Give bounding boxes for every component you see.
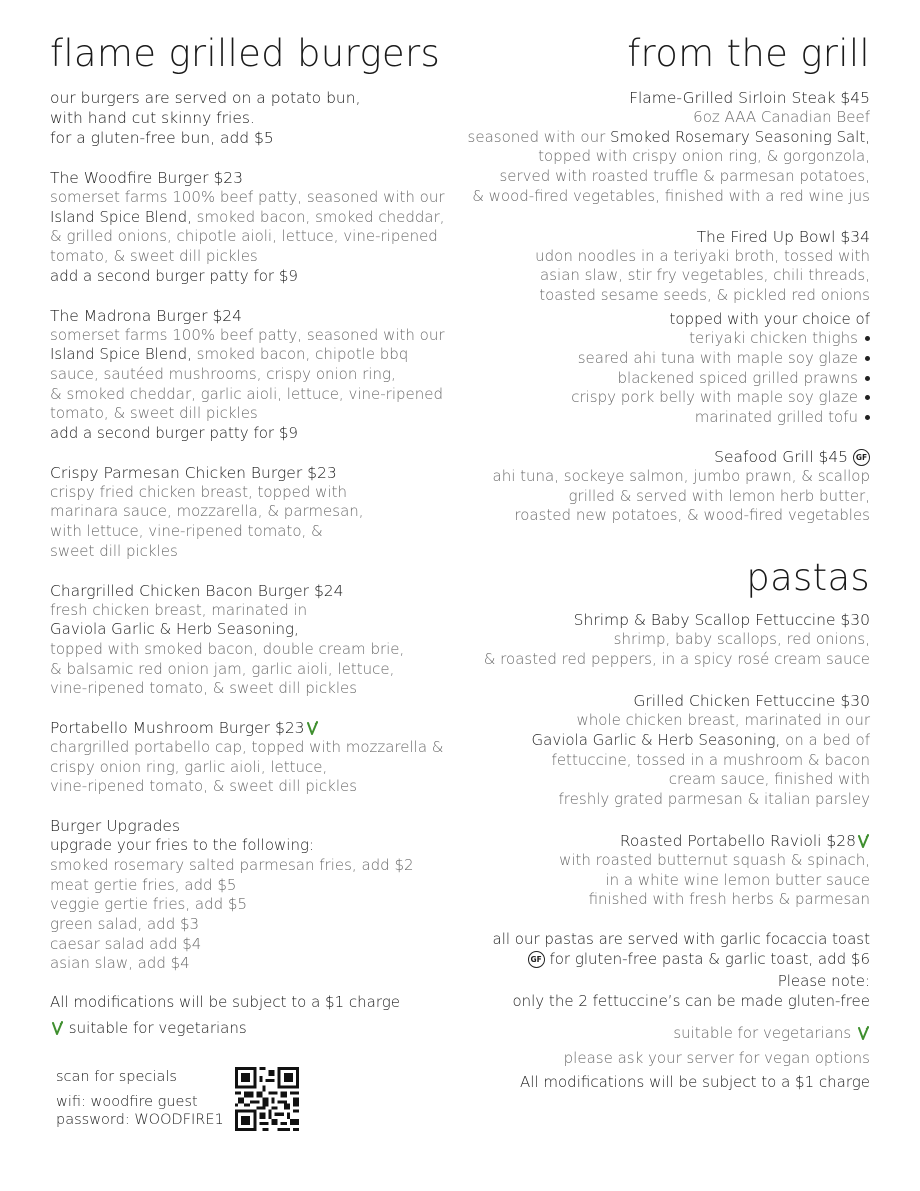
item-desc: roasted new potatoes, & wood-fired vegetables xyxy=(514,506,870,525)
item-desc: & balsamic red onion jam, garlic aioli, lettuce, xyxy=(50,659,395,678)
item-desc: chargrilled portabello cap, topped with mozzarella & xyxy=(50,738,444,757)
grill-heading: from the grill xyxy=(627,32,870,75)
item-desc-text: smoked bacon, smoked cheddar, xyxy=(191,207,445,226)
menu-item-chicken-fettuccine xyxy=(450,691,870,810)
choice-option: marinated grilled tofu xyxy=(450,408,870,428)
vegetarian-leaf-icon xyxy=(305,721,319,736)
item-desc: freshly grated parmesan & italian parsley xyxy=(558,790,870,809)
gluten-free-note xyxy=(450,950,870,970)
modifications-note: All modifications will be subject to a $1 charge xyxy=(520,1073,870,1092)
choice-option: crispy pork belly with maple soy glaze xyxy=(450,388,870,408)
item-desc: marinara sauce, mozzarella, & parmesan, xyxy=(50,502,364,521)
burger-upgrades xyxy=(50,816,470,974)
upgrade-option: asian slaw, add $4 xyxy=(50,954,190,973)
vegetarian-legend-text: suitable for vegetarians xyxy=(673,1023,852,1042)
vegetarian-legend-text: suitable for vegetarians xyxy=(68,1018,247,1037)
intro-line: our burgers are served on a potato bun, xyxy=(50,89,361,107)
item-title: Shrimp & Baby Scallop Fettuccine $30 xyxy=(573,610,870,629)
bowl-choices xyxy=(450,310,870,428)
item-addon: add a second burger patty for $9 xyxy=(50,424,298,443)
menu-item-woodfire xyxy=(50,168,470,287)
gluten-free-icon: GF xyxy=(528,951,545,968)
intro-line: with hand cut skinny fries. xyxy=(50,109,255,127)
item-desc-text: smoked bacon, chipotle bbq xyxy=(191,345,409,364)
bullet-icon xyxy=(865,415,870,420)
item-desc: 6oz AAA Canadian Beef xyxy=(693,108,870,126)
item-desc: toasted sesame seeds, & pickled red onions xyxy=(539,285,870,304)
item-desc: tomato, & sweet dill pickles xyxy=(50,247,258,266)
item-desc: somerset farms 100% beef patty, seasoned with our xyxy=(50,325,445,344)
vegetarian-leaf-icon xyxy=(856,834,870,849)
vegetarian-legend xyxy=(50,1019,470,1039)
modifications-note: All modifications will be subject to a $1 charge xyxy=(50,993,400,1012)
item-desc: served with roasted truffle & parmesan potatoes, xyxy=(499,167,870,186)
item-desc: shrimp, baby scallops, red onions, xyxy=(613,629,870,648)
item-title-text: Portabello Mushroom Burger $23 xyxy=(50,719,305,738)
item-desc: & smoked cheddar, garlic aioli, lettuce, vine-ripened xyxy=(50,384,443,403)
item-title xyxy=(50,718,470,738)
menu-item-shrimp-fettuccine xyxy=(450,610,870,669)
item-title: The Madrona Burger $24 xyxy=(50,306,243,325)
upgrades-title: Burger Upgrades xyxy=(50,817,181,836)
wifi-password: password: WOODFIRE1 xyxy=(56,1112,224,1128)
choice-option: teriyaki chicken thighs xyxy=(450,329,870,349)
item-title: Flame-Grilled Sirloin Steak $45 xyxy=(629,89,870,107)
item-desc: asian slaw, stir fry vegetables, chili threads, xyxy=(540,266,870,285)
item-title: The Woodfire Burger $23 xyxy=(50,169,244,187)
pasta-notes xyxy=(450,930,870,1093)
seasoning-name: Smoked Rosemary Seasoning Salt, xyxy=(610,127,870,146)
upgrade-option: smoked rosemary salted parmesan fries, add $2 xyxy=(50,855,414,874)
seasoning-name: Gaviola Garlic & Herb Seasoning, xyxy=(50,620,299,639)
item-desc: crispy fried chicken breast, topped with xyxy=(50,482,347,501)
choice-option: blackened spiced grilled prawns xyxy=(450,369,870,389)
item-desc xyxy=(450,128,870,148)
item-desc: sauce, sautéed mushrooms, crispy onion ring, xyxy=(50,364,396,383)
upgrade-option: meat gertie fries, add $5 xyxy=(50,875,237,894)
upgrade-option: veggie gertie fries, add $5 xyxy=(50,895,247,914)
upgrade-option: green salad, add $3 xyxy=(50,914,200,933)
item-title: Chargrilled Chicken Bacon Burger $24 xyxy=(50,581,344,600)
item-desc: topped with crispy onion ring, & gorgonzola, xyxy=(538,147,870,166)
bullet-icon xyxy=(865,356,870,361)
burgers-intro xyxy=(50,88,470,148)
item-desc: in a white wine lemon butter sauce xyxy=(605,870,870,889)
item-desc xyxy=(450,731,870,751)
item-desc: crispy onion ring, garlic aioli, lettuce, xyxy=(50,757,328,776)
item-desc: finished with fresh herbs & parmesan xyxy=(588,890,870,909)
wifi-name: wifi: woodfire guest xyxy=(56,1094,198,1110)
menu-item-madrona xyxy=(50,306,470,444)
item-title: Grilled Chicken Fettuccine $30 xyxy=(633,692,870,711)
item-desc xyxy=(50,208,470,228)
menu-item-sirloin xyxy=(450,88,870,207)
bullet-icon xyxy=(865,336,870,341)
item-title xyxy=(450,831,870,851)
pastas-heading: pastas xyxy=(746,555,870,599)
item-desc: cream sauce, finished with xyxy=(668,770,870,789)
item-desc: with roasted butternut squash & spinach, xyxy=(559,850,870,869)
vegetarian-legend xyxy=(450,1024,870,1044)
item-desc: grilled & served with lemon herb butter, xyxy=(568,486,870,505)
item-desc: & wood-fired vegetables, finished with a red wine jus xyxy=(472,186,870,205)
vegetarian-leaf-icon xyxy=(856,1026,870,1041)
menu-item-chicken-bacon xyxy=(50,581,470,700)
burgers-heading: flame grilled burgers xyxy=(50,32,441,75)
intro-line: for a gluten-free bun, add $5 xyxy=(50,129,274,147)
vegan-note: please ask your server for vegan options xyxy=(563,1048,870,1067)
item-desc: fettuccine, tossed in a mushroom & bacon xyxy=(551,750,870,769)
bullet-icon xyxy=(865,395,870,400)
menu-item-seafood-grill xyxy=(450,447,870,526)
garlic-toast-note: all our pastas are served with garlic focaccia toast xyxy=(492,929,870,948)
item-desc: vine-ripened tomato, & sweet dill pickles xyxy=(50,679,358,698)
item-desc xyxy=(50,345,470,365)
seasoning-name: Island Spice Blend, xyxy=(50,207,192,226)
item-desc: vine-ripened tomato, & sweet dill pickles xyxy=(50,777,358,796)
seasoning-name: Island Spice Blend, xyxy=(50,345,192,364)
scan-label: scan for specials xyxy=(56,1069,177,1085)
qr-code[interactable] xyxy=(235,1067,299,1131)
upgrades-subtitle: upgrade your fries to the following: xyxy=(50,836,315,855)
item-desc: udon noodles in a teriyaki broth, tossed with xyxy=(535,246,870,265)
bullet-icon xyxy=(865,376,870,381)
menu-item-portabello-burger xyxy=(50,718,470,797)
item-desc: whole chicken breast, marinated in our xyxy=(576,711,870,730)
item-desc-text: on a bed of xyxy=(780,731,870,750)
item-title: Crispy Parmesan Chicken Burger $23 xyxy=(50,463,337,482)
seasoning-name: Gaviola Garlic & Herb Seasoning, xyxy=(531,731,781,750)
upgrade-option: caesar salad add $4 xyxy=(50,934,202,953)
burgers-column xyxy=(50,30,470,1039)
item-desc: tomato, & sweet dill pickles xyxy=(50,404,258,423)
item-desc: somerset farms 100% beef patty, seasoned with our xyxy=(50,188,445,206)
grill-column xyxy=(450,30,870,1093)
item-desc: sweet dill pickles xyxy=(50,541,178,560)
menu-item-ravioli xyxy=(450,831,870,910)
item-title-text: Roasted Portabello Ravioli $28 xyxy=(619,831,856,850)
item-desc: & grilled onions, chipotle aioli, lettuce, vine-ripened xyxy=(50,227,438,246)
item-desc: ahi tuna, sockeye salmon, jumbo prawn, & scallop xyxy=(492,466,870,485)
choice-heading: topped with your choice of xyxy=(669,309,870,328)
item-title-text: Seafood Grill $45 xyxy=(714,447,849,466)
item-desc: with lettuce, vine-ripened tomato, & xyxy=(50,522,323,541)
item-desc: topped with smoked bacon, double cream brie, xyxy=(50,639,405,658)
item-desc-text: seasoned with our xyxy=(467,127,611,146)
item-desc: & roasted red peppers, in a spicy rosé cream sauce xyxy=(483,649,870,668)
footer-info xyxy=(56,1069,224,1129)
gluten-free-limit: only the 2 fettuccine’s can be made gluten-free xyxy=(512,992,870,1011)
vegetarian-leaf-icon xyxy=(50,1021,64,1036)
please-note: Please note: xyxy=(777,972,870,991)
menu-item-fired-up-bowl xyxy=(450,227,870,428)
gluten-free-note-text: for gluten-free pasta & garlic toast, add $6 xyxy=(549,949,870,968)
choice-option: seared ahi tuna with maple soy glaze xyxy=(450,349,870,369)
gluten-free-icon: GF xyxy=(853,449,870,466)
item-title: The Fired Up Bowl $34 xyxy=(696,227,870,246)
item-title xyxy=(450,447,870,467)
item-addon: add a second burger patty for $9 xyxy=(50,266,298,285)
menu-item-crispy-chicken xyxy=(50,463,470,562)
item-desc: fresh chicken breast, marinated in xyxy=(50,600,308,619)
